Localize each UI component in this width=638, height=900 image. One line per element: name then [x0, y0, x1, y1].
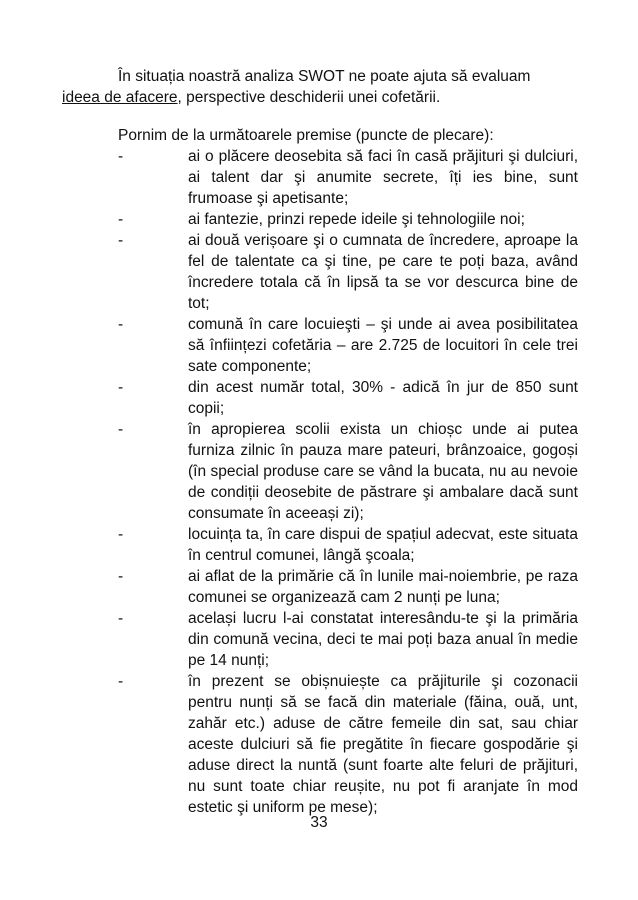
premises-list — [118, 146, 578, 818]
list-dash: - — [118, 526, 124, 543]
underlined-phrase: ideea de afacere — [62, 89, 178, 106]
list-item — [118, 524, 578, 566]
list-item-text: ai aflat de la primărie că în lunile mai-noiembrie, pe raza comunei se organizează cam 2 nunți pe luna; — [188, 568, 578, 606]
list-item — [118, 419, 578, 524]
list-item — [118, 671, 578, 818]
list-dash: - — [118, 421, 124, 438]
list-item-text: comună în care locuieşti – şi unde ai avea posibilitatea să înființezi cofetăria – are 2.725 de locuitori în cele trei sate componente; — [188, 316, 578, 375]
list-item — [118, 314, 578, 377]
list-dash: - — [118, 673, 124, 690]
list-item — [118, 566, 578, 608]
list-item-text: ai fantezie, prinzi repede ideile şi tehnologiile noi; — [188, 211, 525, 228]
premises-intro: Pornim de la următoarele premise (puncte de plecare): — [118, 127, 494, 144]
list-dash: - — [118, 610, 124, 627]
list-dash: - — [118, 568, 124, 585]
list-item-text: ai o plăcere deosebita să faci în casă prăjituri şi dulciuri, ai talent dar şi anumite secrete, îți ies bine, sunt frumoase şi apetisante; — [188, 148, 578, 207]
list-item-text: în prezent se obișnuiește ca prăjiturile şi cozonacii pentru nunți să se facă din materiale (făina, ouă, unt, zahăr etc.) aduse de către femeile din sat, sau chiar aceste dulciuri să fie pregătite în fiecare gospodărie şi aduse direct la nuntă (sunt foarte alte feluri de prăjituri, nu sunt toate chiar reușite, nu pot fi aranjate în mod estetic şi uniform pe mese); — [188, 673, 578, 816]
list-item — [118, 608, 578, 671]
list-dash: - — [118, 316, 124, 333]
list-item-text: același lucru l-ai constatat interesându-te şi la primăria din comună vecina, deci te mai poți baza anual în medie pe 14 nunți; — [188, 610, 578, 669]
page-number: 33 — [310, 814, 328, 831]
list-item-text: ai două verișoare şi o cumnata de încredere, aproape la fel de talentate ca şi tine, pe care te poți baza, având încredere totala că în lipsă ta se vor descurca bine de tot; — [188, 232, 578, 312]
intro-paragraph — [62, 66, 576, 108]
list-item — [118, 209, 578, 230]
paragraph-text-start: În situația noastră analiza SWOT ne poate ajuta să evaluam — [118, 68, 531, 85]
list-dash: - — [118, 211, 124, 228]
list-item — [118, 146, 578, 209]
list-dash: - — [118, 232, 124, 249]
list-dash: - — [118, 148, 124, 165]
list-item — [118, 230, 578, 314]
list-item-text: locuința ta, în care dispui de spațiul adecvat, este situata în centrul comunei, lângă şcoala; — [188, 526, 578, 564]
list-item — [118, 377, 578, 419]
list-item-text: în apropierea scolii exista un chioșc unde ai putea furniza zilnic în pauza mare pateuri, brânzoaice, gogoși (în special produse care se vând la bucata, nu au nevoie de condiții deosebite de păstrare şi ambalare dacă sunt consumate în aceeași zi); — [188, 421, 578, 522]
paragraph-text-end: , perspective deschiderii unei cofetării. — [177, 89, 441, 106]
list-item-text: din acest număr total, 30% - adică în jur de 850 sunt copii; — [188, 379, 578, 417]
list-dash: - — [118, 379, 124, 396]
